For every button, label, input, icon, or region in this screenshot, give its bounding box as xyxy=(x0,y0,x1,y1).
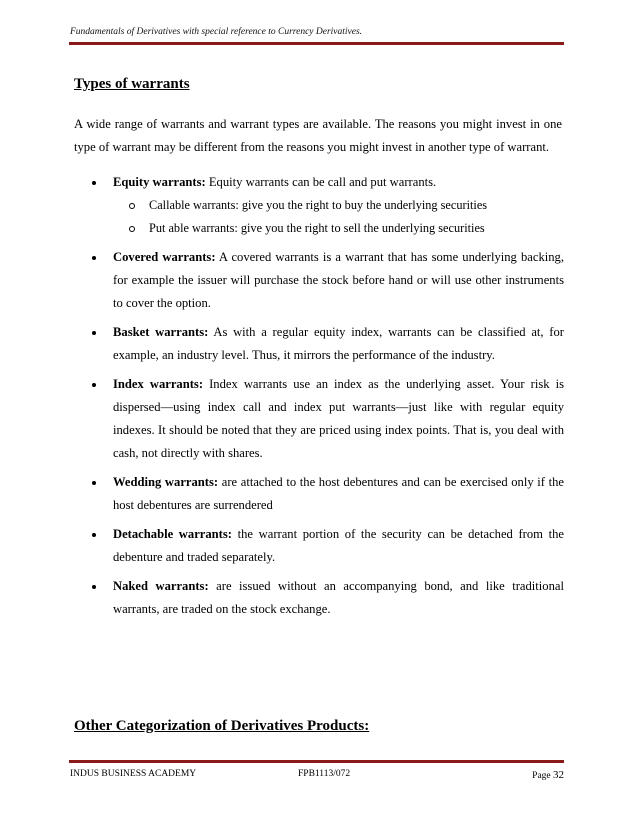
list-item-text: Equity warrants can be call and put warrants. xyxy=(205,175,437,189)
list-item-detachable-warrants xyxy=(74,523,564,569)
list-item-text: A covered warrants is a warrant that has some underlying backing, for example the issuer will purchase the stock before hand or will use other instruments to cover the option. xyxy=(113,250,564,310)
bullet-icon xyxy=(92,585,96,589)
list-item-index-warrants xyxy=(74,373,564,465)
bullet-icon xyxy=(92,256,96,260)
list-item-text: are issued without an accompanying bond, and like traditional warrants, are traded on the stock exchange. xyxy=(113,579,564,616)
list-item-term: Basket warrants: xyxy=(113,325,209,339)
sublist-item-text: Callable warrants: give you the right to buy the underlying securities xyxy=(149,198,488,212)
running-header: Fundamentals of Derivatives with special reference to Currency Derivatives. xyxy=(70,27,363,37)
bullet-icon xyxy=(92,331,96,335)
list-item-wedding-warrants xyxy=(74,471,564,517)
list-item-term: Naked warrants: xyxy=(113,579,209,593)
list-item-naked-warrants xyxy=(74,575,564,621)
list-item-text: the warrant portion of the security can be detached from the debenture and traded separately. xyxy=(113,527,565,564)
list-item-basket-warrants xyxy=(74,321,564,367)
hollow-bullet-icon xyxy=(129,203,135,209)
list-item-equity-warrants xyxy=(74,171,564,240)
bullet-icon xyxy=(92,383,96,387)
header-divider xyxy=(69,42,564,45)
list-item-text: Index warrants use an index as the underlying asset. Your risk is dispersed—using index call and index put warrants—just like with regular equity indexes. It should be noted that they are priced using index points. That is, you deal with cash, not directly with shares. xyxy=(113,377,565,460)
list-item-text: are attached to the host debentures and can be exercised only if the host debentures are surrendered xyxy=(113,475,565,512)
hollow-bullet-icon xyxy=(129,226,135,232)
warrant-types-list xyxy=(74,171,564,627)
list-item-term: Equity warrants: xyxy=(113,175,206,189)
list-item-covered-warrants xyxy=(74,246,564,315)
intro-paragraph: A wide range of warrants and warrant types are available. The reasons you might invest in one type of warrant may be different from the reasons you might invest in another type of warrant. xyxy=(74,117,562,154)
list-item-term: Detachable warrants: xyxy=(113,527,232,541)
sublist-item-text: Put able warrants: give you the right to sell the underlying securities xyxy=(149,221,485,235)
list-item-term: Index warrants: xyxy=(113,377,204,391)
page-footer xyxy=(70,769,564,783)
sublist-item-putable xyxy=(113,217,564,240)
footer-document-code: FPB1113/072 xyxy=(298,769,351,779)
list-item-term: Wedding warrants: xyxy=(113,475,219,489)
next-section-heading: Other Categorization of Derivatives Products: xyxy=(74,718,370,734)
bullet-icon xyxy=(92,533,96,537)
equity-warrants-sublist xyxy=(113,194,564,240)
sublist-item-callable xyxy=(113,194,564,217)
footer-page-number xyxy=(532,769,564,781)
section-heading: Types of warrants xyxy=(74,76,190,92)
list-item-text: As with a regular equity index, warrants can be classified at, for example, an industry level. Thus, it mirrors the performance of the industry. xyxy=(113,325,564,362)
page-label: Page xyxy=(532,771,551,781)
list-item-term: Covered warrants: xyxy=(113,250,216,264)
page-number: 32 xyxy=(553,769,564,781)
footer-divider xyxy=(69,760,564,763)
bullet-icon xyxy=(92,181,96,185)
footer-institution: INDUS BUSINESS ACADEMY xyxy=(70,769,197,779)
bullet-icon xyxy=(92,481,96,485)
